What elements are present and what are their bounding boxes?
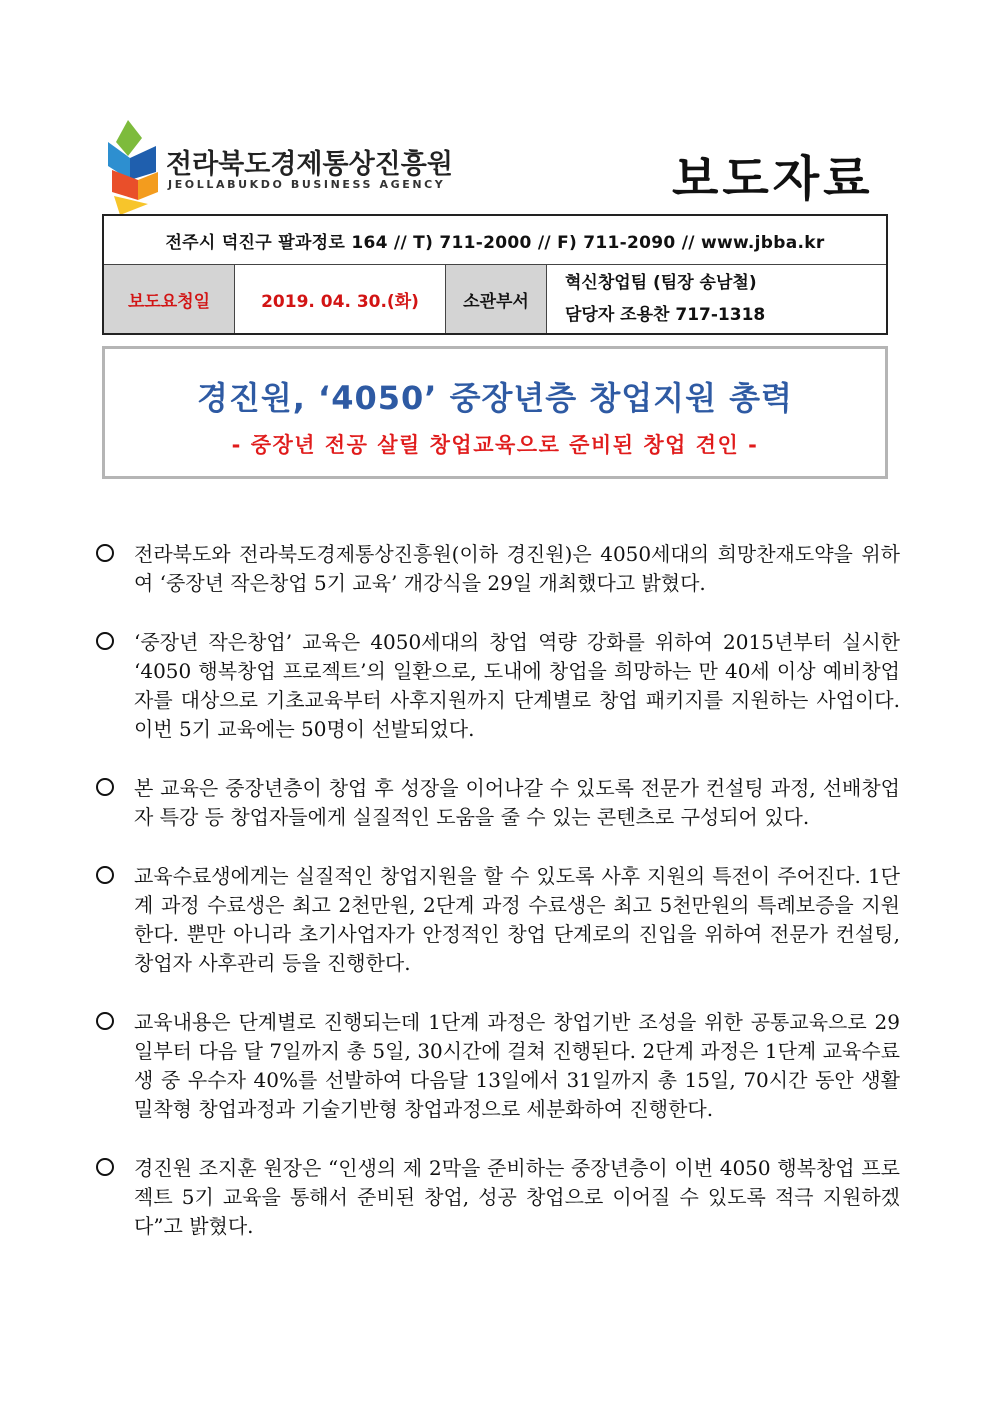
- paragraph: [96, 1154, 900, 1241]
- org-name-ko: 전라북도경제통상진흥원: [166, 149, 453, 180]
- circle-bullet-icon: [96, 778, 114, 796]
- press-info-table: [102, 214, 888, 335]
- headline-subtitle: - 중장년 전공 살릴 창업교육으로 준비된 창업 견인 -: [231, 433, 759, 457]
- agency-logo-icon: [108, 120, 160, 215]
- article-body: [96, 540, 900, 1271]
- paragraph: [96, 862, 900, 978]
- department-label: 소관부서: [446, 265, 547, 335]
- department-team: 혁신창업팀 (팀장 송남철): [565, 273, 757, 293]
- paragraph: [96, 540, 900, 598]
- circle-bullet-icon: [96, 1158, 114, 1176]
- paragraph: [96, 628, 900, 744]
- org-name-en: JEOLLABUKDO BUSINESS AGENCY: [168, 178, 446, 191]
- headline-box: [102, 346, 888, 479]
- release-date-label: 보도요청일: [103, 265, 235, 335]
- paragraph-text: 본 교육은 중장년층이 창업 후 성장을 이어나갈 수 있도록 전문가 컨설팅 과정, 선배창업자 특강 등 창업자들에게 실질적인 도움을 줄 수 있는 콘텐츠로 구성되어 있다.: [134, 776, 900, 829]
- doc-type-title: 보도자료: [672, 151, 874, 207]
- meta-row: [103, 265, 887, 335]
- paragraph-text: 교육수료생에게는 실질적인 창업지원을 할 수 있도록 사후 지원의 특전이 주어진다. 1단계 과정 수료생은 최고 2천만원, 2단계 과정 수료생은 최고 5천만원의 특례보증을 지원한다. 뿐만 아니라 초기사업자가 안정적인 창업 단계로의 진입을 위하여 전문가 컨설팅, 창업자 사후관리 등을 진행한다.: [134, 864, 900, 975]
- circle-bullet-icon: [96, 632, 114, 650]
- paragraph-text: 전라북도와 전라북도경제통상진흥원(이하 경진원)은 4050세대의 희망찬재도약을 위하여 ‘중장년 작은창업 5기 교육’ 개강식을 29일 개최했다고 밝혔다.: [134, 542, 900, 595]
- paragraph-text: 경진원 조지훈 원장은 “인생의 제 2막을 준비하는 중장년층이 이번 4050 행복창업 프로젝트 5기 교육을 통해서 준비된 창업, 성공 창업으로 이어질 수 있도록 적극 지원하겠다”고 밝혔다.: [134, 1156, 900, 1238]
- circle-bullet-icon: [96, 544, 114, 562]
- department-cell: [547, 265, 888, 335]
- circle-bullet-icon: [96, 866, 114, 884]
- contact-row: [103, 215, 887, 265]
- paragraph-text: 교육내용은 단계별로 진행되는데 1단계 과정은 창업기반 조성을 위한 공통교육으로 29일부터 다음 달 7일까지 총 5일, 30시간에 걸쳐 진행된다. 2단계 과정은 1단계 교육수료생 중 우수자 40%를 선발하여 다음달 13일에서 31일까지 총 15일, 70시간 동안 생활밀착형 창업과정과 기술기반형 창업과정으로 세분화하여 진행한다.: [134, 1010, 900, 1121]
- release-date-value: 2019. 04. 30.(화): [235, 265, 446, 335]
- headline-title: 경진원, ‘4050’ 중장년층 창업지원 총력: [197, 379, 793, 417]
- paragraph: [96, 1008, 900, 1124]
- circle-bullet-icon: [96, 1012, 114, 1030]
- paragraph: [96, 774, 900, 832]
- agency-logo: [108, 120, 453, 215]
- paragraph-text: ‘중장년 작은창업’ 교육은 4050세대의 창업 역량 강화를 위하여 2015년부터 실시한 ‘4050 행복창업 프로젝트’의 일환으로, 도내에 창업을 희망하는 만 40세 이상 예비창업자를 대상으로 기초교육부터 사후지원까지 단계별로 창업 패키지를 지원하는 사업이다. 이번 5기 교육에는 50명이 선발되었다.: [134, 630, 900, 741]
- contact-line: 전주시 덕진구 팔과정로 164 // T) 711-2000 // F) 711-2090 // www.jbba.kr: [103, 215, 887, 265]
- department-contact: 담당자 조용찬 717-1318: [565, 305, 766, 325]
